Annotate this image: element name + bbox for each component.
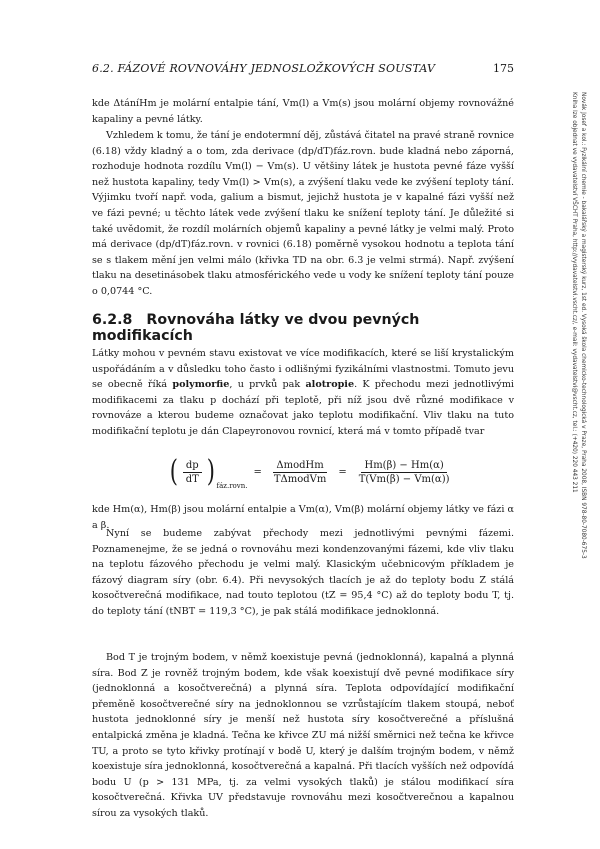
section-title: Rovnováha látky ve dvou pevných modifikacích bbox=[92, 312, 420, 344]
lhs-subscript: fáz.rovn. bbox=[216, 482, 248, 490]
paragraph-polymorphism-text-b: , u prvků pak bbox=[229, 379, 306, 391]
side-note-line-2: Kniha lze objednat ve vydavatelství VŠCHT Praha, http://vydavatelstvi.vscht.cz/, e-mail: vydavatelstvi@vscht.cz, tel.: (+420) 220 443 211 bbox=[571, 92, 577, 493]
equals-sign-2: = bbox=[338, 466, 347, 478]
term-polymorfie: polymorfie bbox=[172, 379, 230, 391]
term-alotropie: alotropie bbox=[305, 379, 355, 391]
paragraph-polymorphism bbox=[92, 346, 514, 440]
paragraph-polymorphism-text-c: . K přechodu mezi jednotlivými modifikacemi za tlaku p dochází při teplotě, při níž jsou dvě různé modifikace v rovnováze a kterou budeme označovat jako teplotu modifikační. Vliv tlaku na tuto modifikační teplotu je dán Clapeyronovou rovnicí, která má v tomto případě tvar bbox=[92, 379, 514, 437]
section-number: 6.2.8 bbox=[92, 312, 133, 328]
lhs-numerator: dp bbox=[183, 460, 202, 473]
side-copyright-note bbox=[563, 92, 593, 652]
side-note-line-1: Novák Josef a kol.: Fyzikální chemie - bakalářský a magisterský kurz, 1st ed. Vysoká škola chemicko-technologická v Praze, Praha 2008, ISBN 978-80-7080-675-3 bbox=[580, 92, 586, 559]
equals-sign-1: = bbox=[253, 466, 262, 478]
left-paren: ( bbox=[169, 454, 178, 489]
paragraph-definitions: kde ΔtáníHm je molární entalpie tání, Vm(l) a Vm(s) jsou molární objemy rovnovážné kapaliny a pevné látky. bbox=[92, 98, 514, 125]
page-header bbox=[92, 62, 514, 78]
paragraph-polymorphism-text-a: Látky mohou v pevném stavu existovat ve více modifikacích, které se liší krystalickým uspořádáním a v důsledku toho často i odlišnými fyzikálními vlastnostmi. Tomuto jevu se obecně říká bbox=[92, 348, 514, 391]
paragraph-solid-transitions: Nyní se budeme zabývat přechody mezi jednotlivými pevnými fázemi. Poznamenejme, že se jedná o rovnováhu mezi kondenzovanými fázemi, kde vliv tlaku na teplotu fázového přechodu je velmi malý. Klasickým učebnicovým příkladem je fázový diagram síry (obr. 6.4). Při nevysokých tlacích je až do teploty bodu Z stálá kosočtverečná modifikace, nad touto teplotou (tZ = 95,4 °C) až do teploty bodu T, tj. do teploty tání (tNBT = 119,3 °C), je pak stálá modifikace jednoklonná. bbox=[92, 528, 514, 617]
paragraph-equation-legend: kde Hm(α), Hm(β) jsou molární entalpie a Vm(α), Vm(β) molární objemy látky ve fázi α a β. bbox=[92, 504, 514, 531]
paragraph-melting-discussion: Vzhledem k tomu, že tání je endotermní děj, zůstává čitatel na pravé straně rovnice (6.18) vždy kladný a o tom, zda derivace (dp/dT)fáz.rovn. bude kladná nebo záporná, rozhoduje hodnota rozdílu Vm(l) − Vm(s). U většiny látek je hustota pevné fáze vyšší než hustota kapaliny, tedy Vm(l) > Vm(s), a zvýšení tlaku vede ke zvýšení teploty tání. Výjimku tvoří např. voda, galium a bismut, jejichž hustota je v kapalné fázi vyšší než ve fázi pevné; u těchto látek vede zvýšení tlaku ke snížení teploty tání. Je důležité si také uvědomit, že rozdíl molárních objemů kapaliny a pevné látky je velmi malý. Proto má derivace (dp/dT)fáz.rovn. v rovnici (6.18) poměrně vysokou hodnotu a teplota tání se s tlakem mění jen velmi málo (křivka TD na obr. 6.3 je velmi strmá). Např. zvýšení tlaku na desetinásobek tlaku atmosférického vede u vody ke snížení teploty tání pouze o 0,0744 °C. bbox=[92, 130, 514, 297]
clapeyron-equation bbox=[168, 450, 458, 494]
running-title: 6.2. FÁZOVÉ ROVNOVÁHY JEDNOSLOŽKOVÝCH SOUSTAV bbox=[92, 62, 436, 75]
middle-fraction bbox=[271, 460, 330, 485]
lhs-fraction bbox=[183, 460, 202, 485]
paragraph-triple-points: Bod T je trojným bodem, v němž koexistuje pevná (jednoklonná), kapalná a plynná síra. Bod Z je rovněž trojným bodem, kde však koexistují dvě pevné modifikace síry (jednoklonná a kosočtverečná) a plynná síra. Teplota odpovídající modifikační přeměně kosočtverečné síry na jednoklonnou se vzrůstajícím tlakem stoupá, neboť hustota jednoklonné síry je menší než hustota síry kosočtverečné a příslušná entalpická změna je kladná. Tečna ke křivce ZU má nižší směrnici než tečna ke křivce TU, a proto se tyto křivky protínají v bodě U, který je dalším trojným bodem, v němž koexistuje síra jednoklonná, kosočtverečná a kapalná. Při tlacích vyšších než odpovídá bodu U (p > 131 MPa, tj. za velmi vysokých tlaků) je stálou modifikací síra kosočtverečná. Křivka UV představuje rovnováhu mezi kosočtverečnou a kapalnou sírou za vysokých tlaků. bbox=[92, 652, 514, 819]
right-paren: ) bbox=[206, 454, 215, 489]
rhs-numerator: Hm(β) − Hm(α) bbox=[361, 460, 446, 473]
rhs-fraction bbox=[356, 460, 453, 485]
middle-numerator: ΔmodHm bbox=[273, 460, 326, 473]
lhs-denominator: dT bbox=[185, 473, 199, 485]
rhs-denominator: T(Vm(β) − Vm(α)) bbox=[358, 473, 450, 485]
section-heading bbox=[92, 312, 514, 344]
middle-denominator: TΔmodVm bbox=[273, 473, 327, 485]
page-number: 175 bbox=[493, 62, 514, 75]
